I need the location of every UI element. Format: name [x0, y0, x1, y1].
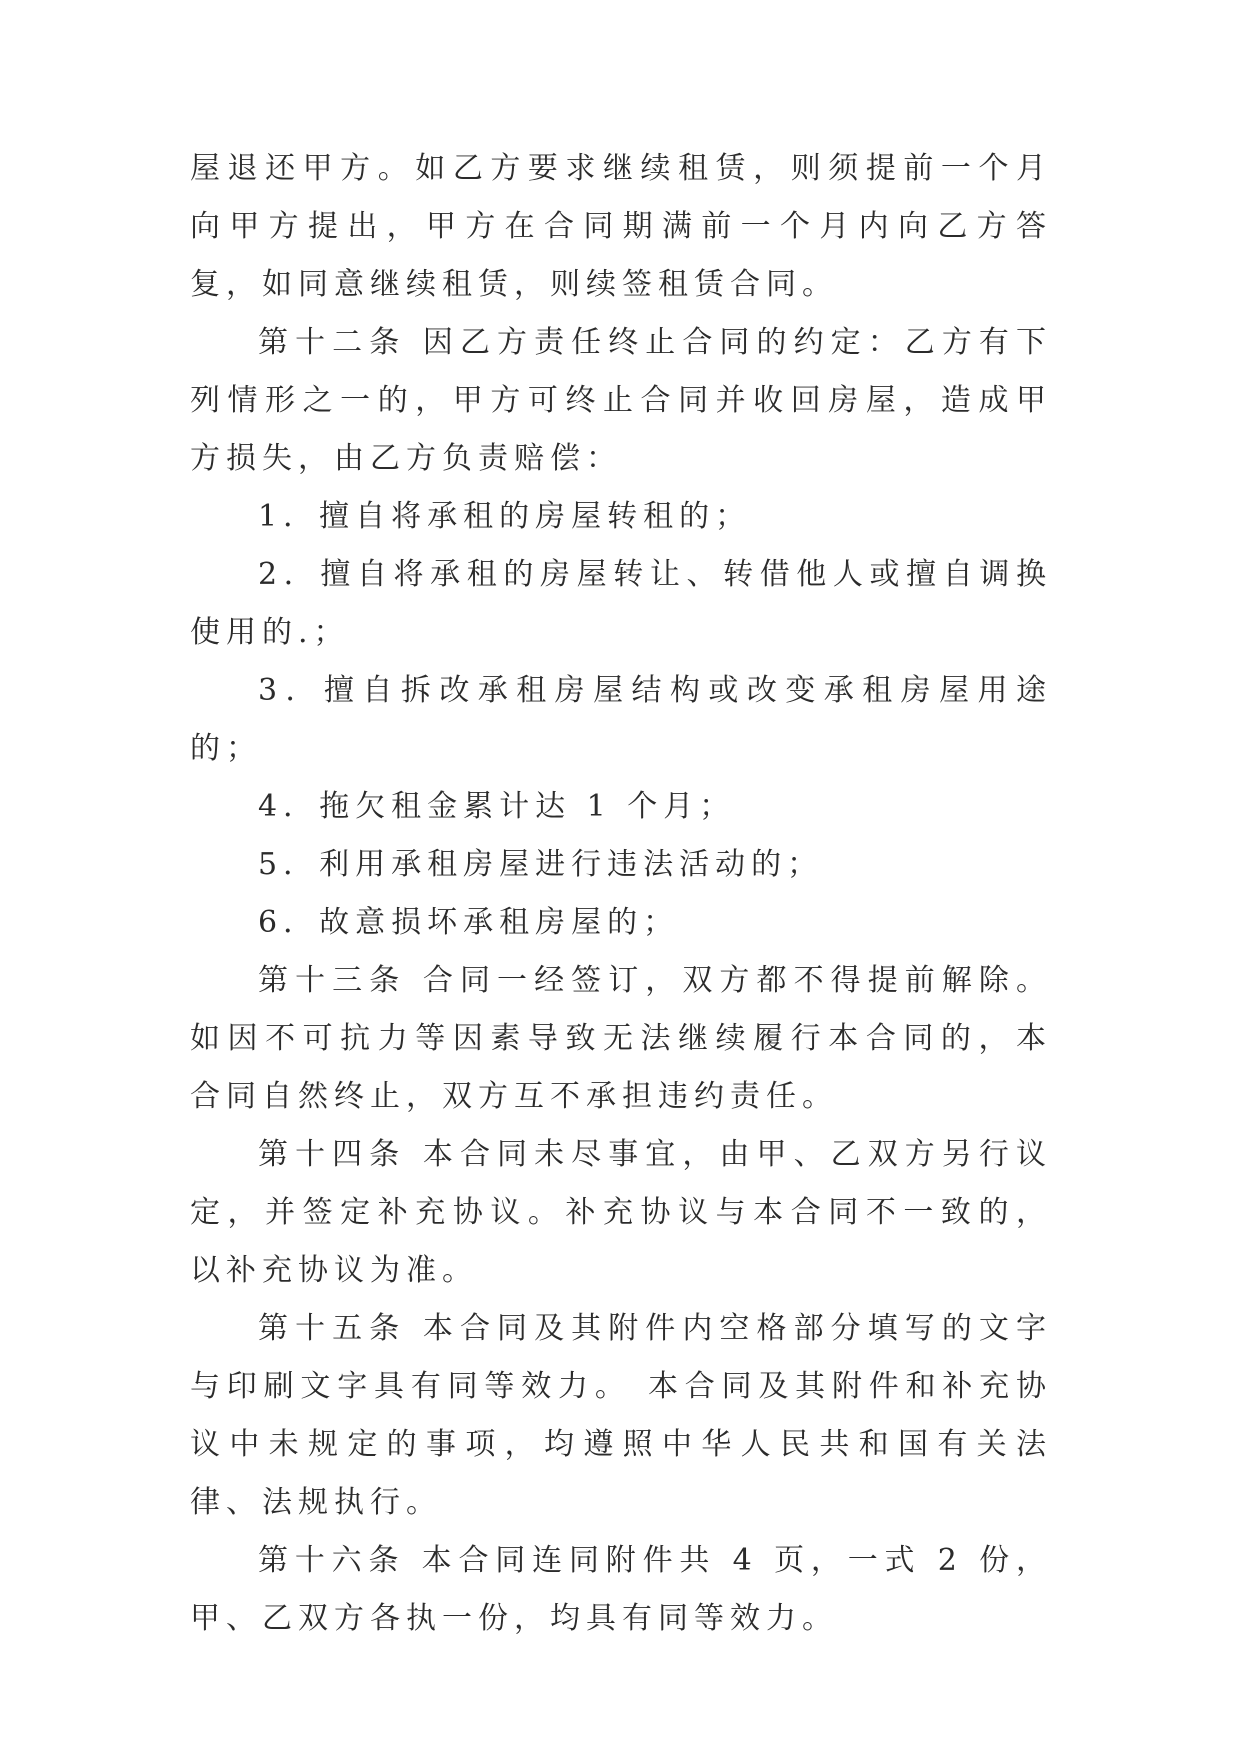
list-item-1: 1．擅自将承租的房屋转租的；: [258, 499, 752, 534]
document-page: [190, 140, 1052, 1648]
paragraph-article-13: 第十三条 合同一经签订，双方都不得提前解除。 如因不可抗力等因素导致无法继续履行本合同的，本合同自然终止，双方互不承担违约责任。: [190, 963, 1052, 1114]
paragraph-continuation: 屋退还甲方。如乙方要求继续租赁，则须提前一个月向甲方提出，甲方在合同期满前一个月内向乙方答复，如同意继续租赁，则续签租赁合同。: [190, 151, 1052, 302]
paragraph-article-12: 第十二条 因乙方责任终止合同的约定：乙方有下列情形之一的，甲方可终止合同并收回房屋，造成甲方损失，由乙方负责赔偿：: [190, 325, 1052, 476]
list-item-3: 3．擅自拆改承租房屋结构或改变承租房屋用途的；: [190, 673, 1052, 766]
paragraph-article-14: 第十四条 本合同未尽事宜，由甲、乙双方另行议定，并签定补充协议。补充协议与本合同不一致的，以补充协议为准。: [190, 1137, 1052, 1288]
paragraph-article-16: 第十六条 本合同连同附件共 4 页，一式 2 份，甲、乙双方各执一份，均具有同等效力。: [190, 1543, 1052, 1636]
list-item-5: 5．利用承租房屋进行违法活动的；: [258, 847, 824, 882]
list-item-4: 4．拖欠租金累计达 1 个月；: [258, 789, 736, 824]
list-item-6: 6．故意损坏承租房屋的；: [258, 905, 680, 940]
list-item-2: 2．擅自将承租的房屋转让、转借他人或擅自调换使用的.；: [190, 557, 1052, 650]
paragraph-article-15: 第十五条 本合同及其附件内空格部分填写的文字与印刷文字具有同等效力。 本合同及其附件和补充协议中未规定的事项，均遵照中华人民共和国有关法律、法规执行。: [190, 1311, 1052, 1520]
